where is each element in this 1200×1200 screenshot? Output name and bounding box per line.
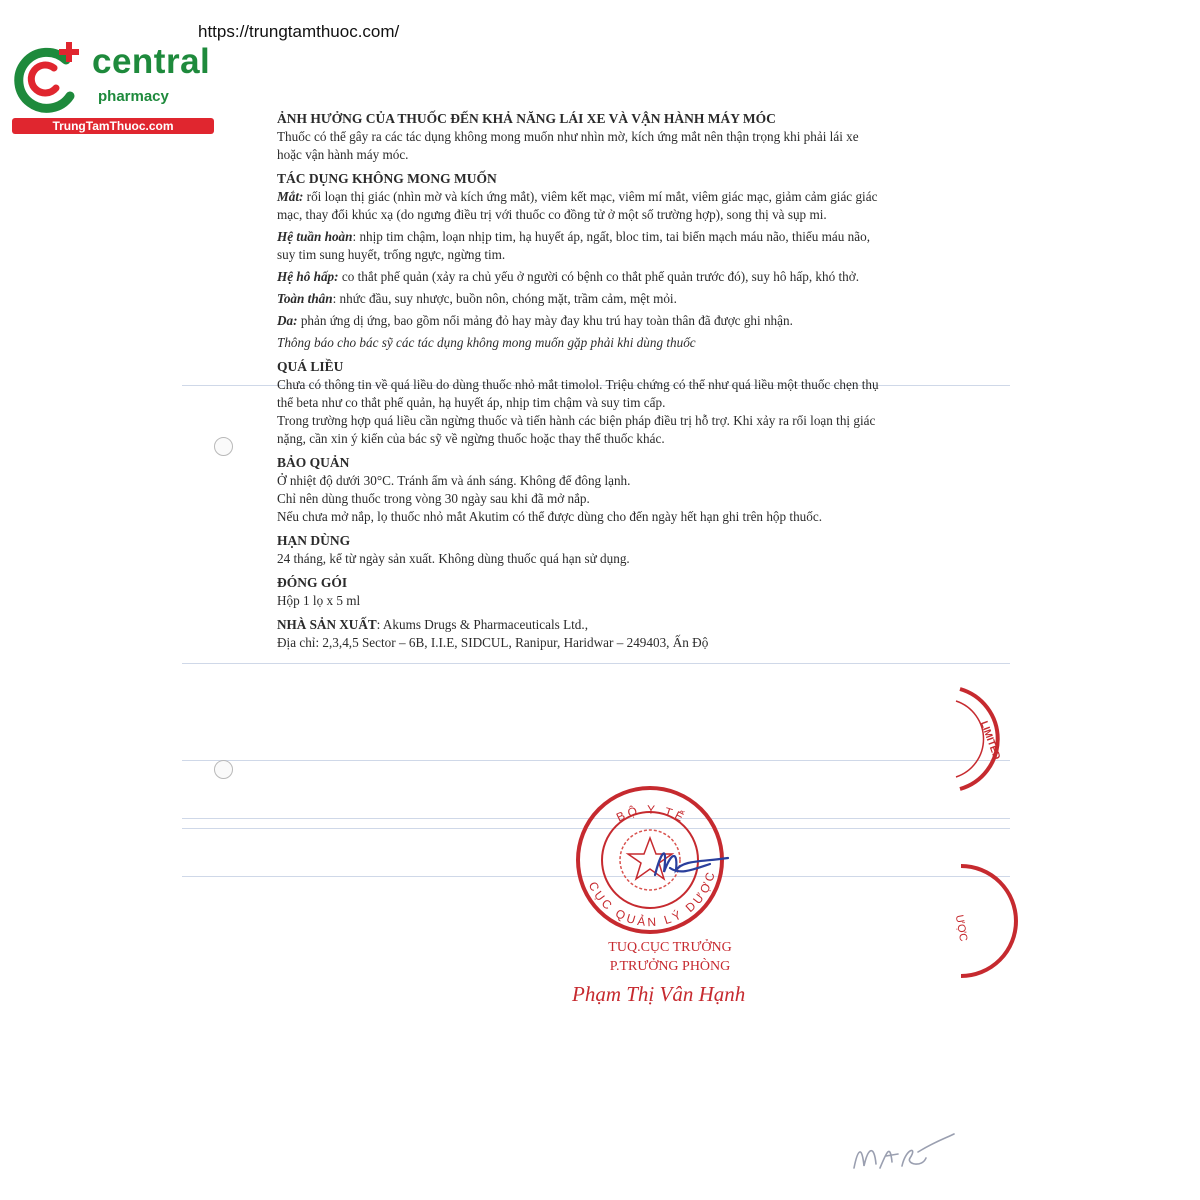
storage-line: Nếu chưa mở nắp, lọ thuốc nhỏ mắt Akutim có thể được dùng cho đến ngày hết hạn ghi trên hộp thuốc.: [277, 509, 823, 524]
handwritten-initials: [848, 1128, 958, 1178]
source-url[interactable]: https://trungtamthuoc.com/: [198, 22, 400, 41]
overdose-line: thể beta như co thắt phế quản, hạ huyết áp, nhịp tim chậm và suy tim cấp.: [277, 395, 666, 410]
side-effect-skin: Da: phản ứng dị ứng, bao gồm nổi mảng đỏ hay mày đay khu trú hay toàn thân đã được ghi nhận.: [277, 313, 793, 328]
partial-company-stamp: [950, 685, 1000, 795]
manufacturer-address: Địa chỉ: 2,3,4,5 Sector – 6B, I.I.E, SIDCUL, Ranipur, Haridwar – 249403, Ấn Độ: [277, 635, 709, 650]
logo-wordmark: central: [92, 42, 211, 81]
ruled-line: [182, 663, 1010, 664]
manufacturer-name: NHÀ SẢN XUẤT: Akums Drugs & Pharmaceuticals Ltd.,: [277, 617, 588, 632]
driving-line: hoặc vận hành máy móc.: [277, 147, 409, 162]
ruled-line: [182, 760, 1010, 761]
approval-title-block: [590, 938, 750, 976]
side-effect-circulatory-cont: suy tim sung huyết, trống ngực, ngừng tim.: [277, 247, 506, 262]
overdose-line: nặng, cần xin ý kiến của bác sỹ về ngừng thuốc hoặc thay thế thuốc khác.: [277, 431, 665, 446]
section-title-shelf-life: HẠN DÙNG: [277, 533, 351, 548]
shelf-life-line: 24 tháng, kể từ ngày sản xuất. Không dùng thuốc quá hạn sử dụng.: [277, 551, 630, 566]
driving-line: Thuốc có thể gây ra các tác dụng không mong muốn như nhìn mờ, kích ứng mắt nên thận trọng khi phải lái xe: [277, 129, 859, 144]
punch-hole: [214, 437, 233, 456]
side-effect-respiratory: Hệ hô hấp: co thắt phế quản (xảy ra chủ yếu ở người có bệnh co thắt phế quản trước đó), suy hô hấp, khó thở.: [277, 269, 860, 284]
seal-top-text: BỘ Y TẾ: [614, 802, 689, 826]
edge-stamp-top-text: LIMITED: [977, 719, 1002, 762]
edge-stamp-bottom-text: ƯỢC: [952, 913, 970, 943]
overdose-line: Chưa có thông tin về quá liều do dùng thuốc nhỏ mắt timolol. Triệu chứng có thể như quá liều một thuốc chẹn thụ: [277, 377, 879, 392]
svg-text:BỘ Y TẾ: [614, 802, 689, 825]
storage-line: Chỉ nên dùng thuốc trong vòng 30 ngày sau khi đã mở nắp.: [277, 491, 590, 506]
official-seal-stamp: [560, 780, 750, 940]
signer-name: Phạm Thị Vân Hạnh: [572, 982, 746, 1006]
logo-site-banner: TrungTamThuoc.com: [12, 118, 214, 134]
side-effect-notice: Thông báo cho bác sỹ các tác dụng không mong muốn gặp phải khi dùng thuốc: [277, 335, 696, 350]
approval-title-1: TUQ.CỤC TRƯỞNG: [608, 940, 732, 955]
side-effect-eye: Mắt: rối loạn thị giác (nhìn mờ và kích ứng mắt), viêm kết mạc, viêm mí mắt, viêm giác mạc, giảm cảm giác giác: [277, 189, 878, 204]
section-title-storage: BẢO QUẢN: [277, 455, 350, 470]
overdose-line: Trong trường hợp quá liều cần ngừng thuốc và tiến hành các biện pháp điều trị hỗ trợ. Khi xảy ra rối loạn thị giác: [277, 413, 876, 428]
pharmacy-cross-icon: [8, 38, 92, 118]
partial-authority-stamp: [952, 862, 1000, 982]
section-title-packaging: ĐÓNG GÓI: [277, 575, 348, 590]
side-effect-general: Toàn thân: nhức đầu, suy nhược, buồn nôn, chóng mặt, trầm cảm, mệt mỏi.: [277, 291, 677, 306]
side-effect-circulatory: Hệ tuần hoàn: nhịp tim chậm, loạn nhịp tim, hạ huyết áp, ngất, bloc tim, tai biến mạch máu não, thiếu máu não,: [277, 229, 870, 244]
packaging-line: Hộp 1 lọ x 5 ml: [277, 593, 361, 608]
seal-bottom-text: CỤC QUẢN LÝ DƯỢC: [585, 868, 719, 930]
leaflet-content: [277, 110, 977, 652]
logo-subtitle: pharmacy: [98, 88, 169, 105]
storage-line: Ở nhiệt độ dưới 30°C. Tránh ẩm và ánh sáng. Không để đông lạnh.: [277, 473, 631, 488]
section-title-overdose: QUÁ LIỀU: [277, 359, 344, 374]
section-title-side-effects: TÁC DỤNG KHÔNG MONG MUỐN: [277, 171, 497, 186]
brand-logo[interactable]: [8, 38, 218, 138]
section-title-driving: ẢNH HƯỞNG CỦA THUỐC ĐẾN KHẢ NĂNG LÁI XE VÀ VẬN HÀNH MÁY MÓC: [277, 111, 776, 126]
punch-hole: [214, 760, 233, 779]
side-effect-eye-cont: mạc, thay đổi khúc xạ (do ngưng điều trị với thuốc co đồng tử ở một số trường hợp), song thị và sụp mi.: [277, 207, 827, 222]
approval-title-2: P.TRƯỞNG PHÒNG: [609, 959, 731, 974]
